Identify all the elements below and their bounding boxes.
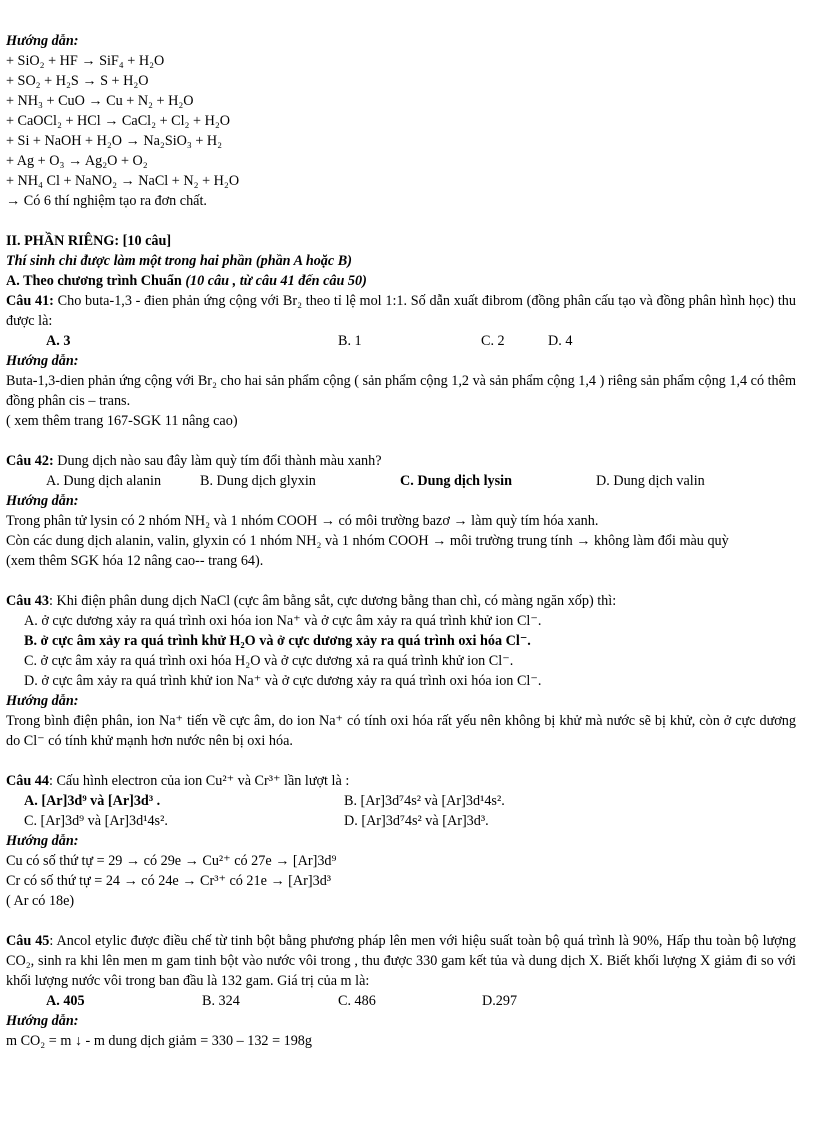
q41-guide-2: ( xem thêm trang 167-SGK 11 nâng cao)	[6, 413, 238, 429]
document-page	[6, 31, 796, 1051]
q43-stem	[6, 591, 796, 611]
q42-label: Câu 42:	[6, 453, 54, 469]
part-a-heading	[6, 271, 796, 291]
equations-conclusion: → Có 6 thí nghiệm tạo ra đơn chất.	[6, 193, 207, 209]
part-a-main: A. Theo chương trình Chuẩn	[6, 273, 182, 289]
q43-guide-1: Trong bình điện phân, ion Na⁺ tiến về cực âm, do ion Na⁺ có tính oxi hóa rất yếu nên không bị khử mà nước sẽ bị khử, còn ở cực dương do Cl⁻ có tính khử mạnh hơn nước nên bị oxi hóa.	[6, 713, 796, 749]
q41-label: Câu 41:	[6, 293, 54, 309]
q41-options	[6, 331, 796, 351]
q44-text: : Cấu hình electron của ion Cu²⁺ và Cr³⁺ lần lượt là :	[48, 773, 350, 789]
q41-stem	[6, 291, 796, 331]
section-title: II. PHẦN RIÊNG: [10 câu]	[6, 233, 172, 249]
q42-option-b: B. Dung dịch glyxin	[200, 473, 316, 489]
equation-7: + NH₄ Cl + NaNO₂ → NaCl + N₂ + H₂O	[6, 173, 240, 189]
equation-5: + Si + NaOH + H₂O → Na₂SiO₃ + H₂	[6, 133, 223, 149]
q43-label: Câu 43	[6, 593, 49, 609]
q42-guide-2: Còn các dung dịch alanin, valin, glyxin có 1 nhóm NH₂ và 1 nhóm COOH → môi trường trung tính → không làm đổi màu quỳ	[6, 533, 729, 549]
q41-option-a: A. 3	[46, 333, 71, 349]
q43-guide-label: Hướng dẫn:	[6, 693, 79, 709]
q44-option-b: B. [Ar]3d⁷4s² và [Ar]3d¹4s².	[344, 793, 505, 809]
q44-options-row1	[6, 791, 796, 811]
q44-label: Câu 44	[6, 773, 49, 789]
q44-guide-3: ( Ar có 18e)	[6, 893, 75, 909]
q42-option-a: A. Dung dịch alanin	[46, 473, 162, 489]
guide-label: Hướng dẫn:	[6, 33, 79, 49]
q45-guide-1: m CO₂ = m ↓ - m dung dịch giảm = 330 – 132 = 198g	[6, 1033, 312, 1049]
q45-option-a: A. 405	[46, 993, 85, 1009]
q42-option-d: D. Dung dịch valin	[596, 473, 705, 489]
part-a-note: (10 câu , từ câu 41 đến câu 50)	[185, 273, 367, 289]
q44-option-a: A. [Ar]3d⁹ và [Ar]3d³ .	[24, 793, 161, 809]
q43-option-c: C. ở cực âm xảy ra quá trình oxi hóa H₂O và ở cực dương xả ra quá trình khử ion Cl⁻.	[24, 653, 514, 669]
q45-options	[6, 991, 796, 1011]
q44-options-row2	[6, 811, 796, 831]
q45-option-d: D.297	[482, 993, 518, 1009]
q41-guide-label: Hướng dẫn:	[6, 353, 79, 369]
q41-text: Cho buta-1,3 - đien phản ứng cộng với Br₂ theo tỉ lệ mol 1:1. Số dẫn xuất đibrom (đồng phân cấu tạo và đồng phân hình học) thu được là:	[6, 293, 796, 329]
q43-option-a: A. ở cực dương xảy ra quá trình oxi hóa ion Na⁺ và ở cực âm xảy ra quá trình khử ion Cl⁻.	[24, 613, 542, 629]
q42-guide-label: Hướng dẫn:	[6, 493, 79, 509]
equation-1: + SiO₂ + HF → SiF₄ + H₂O	[6, 53, 165, 69]
q45-option-c: C. 486	[338, 993, 376, 1009]
q42-stem	[6, 451, 796, 471]
q41-option-b: B. 1	[338, 333, 362, 349]
q45-stem	[6, 931, 796, 991]
q43-option-b: B. ở cực âm xảy ra quá trình khử H₂O và ở cực dương xảy ra quá trình oxi hóa Cl⁻.	[24, 633, 531, 649]
q44-option-d: D. [Ar]3d⁷4s² và [Ar]3d³.	[344, 813, 489, 829]
q43-text: : Khi điện phân dung dịch NaCl (cực âm bằng sắt, cực dương bằng than chì, có màng ngăn xốp) thì:	[48, 593, 617, 609]
q42-text: Dung dịch nào sau đây làm quỳ tím đổi thành màu xanh?	[57, 453, 382, 469]
q43-option-d: D. ở cực âm xảy ra quá trình khử ion Na⁺ và ở cực dương xảy ra quá trình oxi hóa ion Cl⁻.	[24, 673, 542, 689]
q41-option-d: D. 4	[548, 333, 573, 349]
q45-guide-label: Hướng dẫn:	[6, 1013, 79, 1029]
q42-option-c: C. Dung dịch lysin	[400, 473, 512, 489]
equation-4: + CaOCl₂ + HCl → CaCl₂ + Cl₂ + H₂O	[6, 113, 231, 129]
q44-guide-1: Cu có số thứ tự = 29 → có 29e → Cu²⁺ có 27e → [Ar]3d⁹	[6, 853, 337, 869]
section-subtitle: Thí sinh chỉ được làm một trong hai phần (phần A hoặc B)	[6, 253, 352, 269]
q45-label: Câu 45	[6, 933, 50, 949]
equation-3: + NH₃ + CuO → Cu + N₂ + H₂O	[6, 93, 194, 109]
q42-guide-1: Trong phân tử lysin có 2 nhóm NH₂ và 1 nhóm COOH → có môi trường bazơ → làm quỳ tím hóa xanh.	[6, 513, 599, 529]
equation-6: + Ag + O₃ → Ag₂O + O₂	[6, 153, 148, 169]
q44-option-c: C. [Ar]3d⁹ và [Ar]3d¹4s².	[24, 813, 168, 829]
q44-guide-label: Hướng dẫn:	[6, 833, 79, 849]
q44-stem	[6, 771, 796, 791]
equation-2: + SO₂ + H₂S → S + H₂O	[6, 73, 149, 89]
q41-guide-1: Buta-1,3-dien phản ứng cộng với Br₂ cho hai sản phẩm cộng ( sản phẩm cộng 1,2 và sản phẩm cộng 1,4 ) riêng sản phẩm cộng 1,4 có thêm đồng phân cis – trans.	[6, 373, 796, 409]
q45-option-b: B. 324	[202, 993, 240, 1009]
q45-text: : Ancol etylic được điều chế từ tinh bột bằng phương pháp lên men với hiệu suất toàn bộ quá trình là 90%, Hấp thu toàn bộ lượng CO₂, sinh ra khi lên men m gam tinh bột vào nước vôi trong , thu được 330 gam kết tủa và dung dịch X. Biết khối lượng X giảm đi so với khối lượng nước vôi trong ban đầu là 132 gam. Giá trị của m là:	[6, 933, 797, 989]
q42-guide-3: (xem thêm SGK hóa 12 nâng cao-- trang 64).	[6, 553, 264, 569]
q42-options	[6, 471, 796, 491]
q41-option-c: C. 2	[481, 333, 505, 349]
q44-guide-2: Cr có số thứ tự = 24 → có 24e → Cr³⁺ có 21e → [Ar]3d³	[6, 873, 332, 889]
